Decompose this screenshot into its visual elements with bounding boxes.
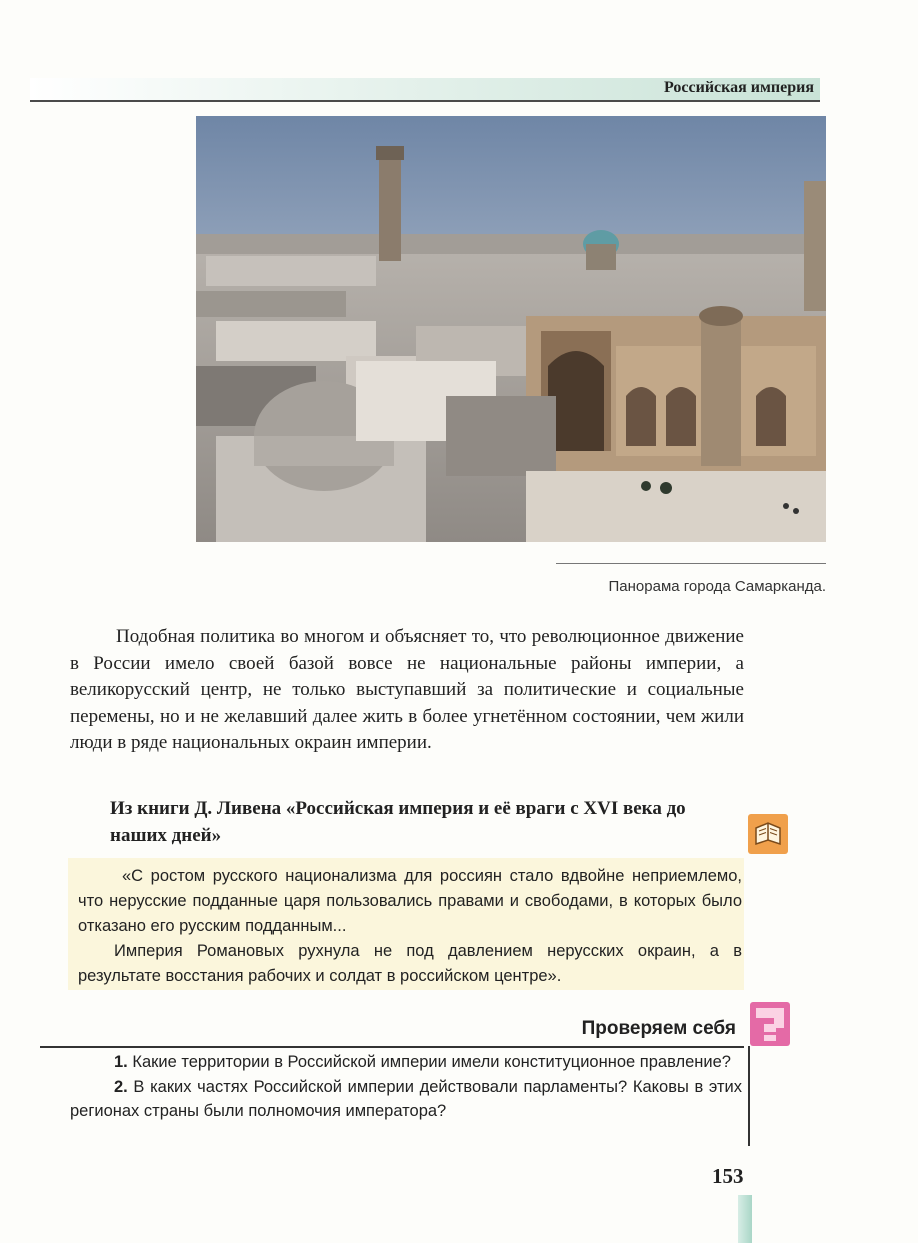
question-text: Какие территории в Российской империи имели конституционное правление?: [132, 1053, 731, 1071]
question-mark-icon: [750, 1002, 790, 1046]
running-header: [30, 78, 820, 102]
source-title: Из книги Д. Ливена «Российская империя и её враги с XVI века до наших дней»: [110, 798, 686, 846]
self-check-divider: [40, 1046, 744, 1048]
self-check-heading: Проверяем себя: [581, 1018, 736, 1039]
source-quote-box: [68, 858, 744, 990]
question-list: [70, 1050, 742, 1124]
main-paragraph: Подобная политика во многом и объясняет то, что революционное движение в России имело своей базой вовсе не национальные районы империи, а великорусский центр, не только выступавший за политические и социальные перемены, но и не желавший далее жить в более угнетённом состоянии, чем жили люди в ряде национальных окраин империи.: [70, 626, 744, 753]
caption-divider: [556, 563, 826, 564]
question-number: 1.: [114, 1053, 128, 1071]
question-text: В каких частях Российской империи действовали парламенты? Каковы в этих регионах страны были полномочия императора?: [70, 1077, 742, 1120]
main-paragraph-block: [70, 624, 744, 757]
question-number: 2.: [114, 1077, 128, 1096]
quote-paragraph-1: «С ростом русского национализма для россиян стало вдвойне неприемлемо, что нерусские подданные царя пользовались правами и свободами, в которых было отказано его русским подданным...: [78, 867, 742, 935]
book-icon: [748, 814, 788, 854]
samarkand-panorama-photo: [196, 116, 826, 542]
quote-paragraph-2: Империя Романовых рухнула не под давлением нерусских окраин, а в результате восстания рабочих и солдат в российском центре».: [78, 942, 742, 985]
question-item: [70, 1050, 742, 1075]
self-check-side-rule: [748, 1046, 750, 1146]
city-panorama-illustration: [196, 116, 826, 542]
page-edge-strip: [738, 1195, 752, 1243]
page-number: 153: [712, 1164, 744, 1188]
question-item: [70, 1075, 742, 1124]
photo-caption: Панорама города Самарканда.: [608, 578, 826, 595]
running-header-title: Российская империя: [664, 79, 814, 96]
